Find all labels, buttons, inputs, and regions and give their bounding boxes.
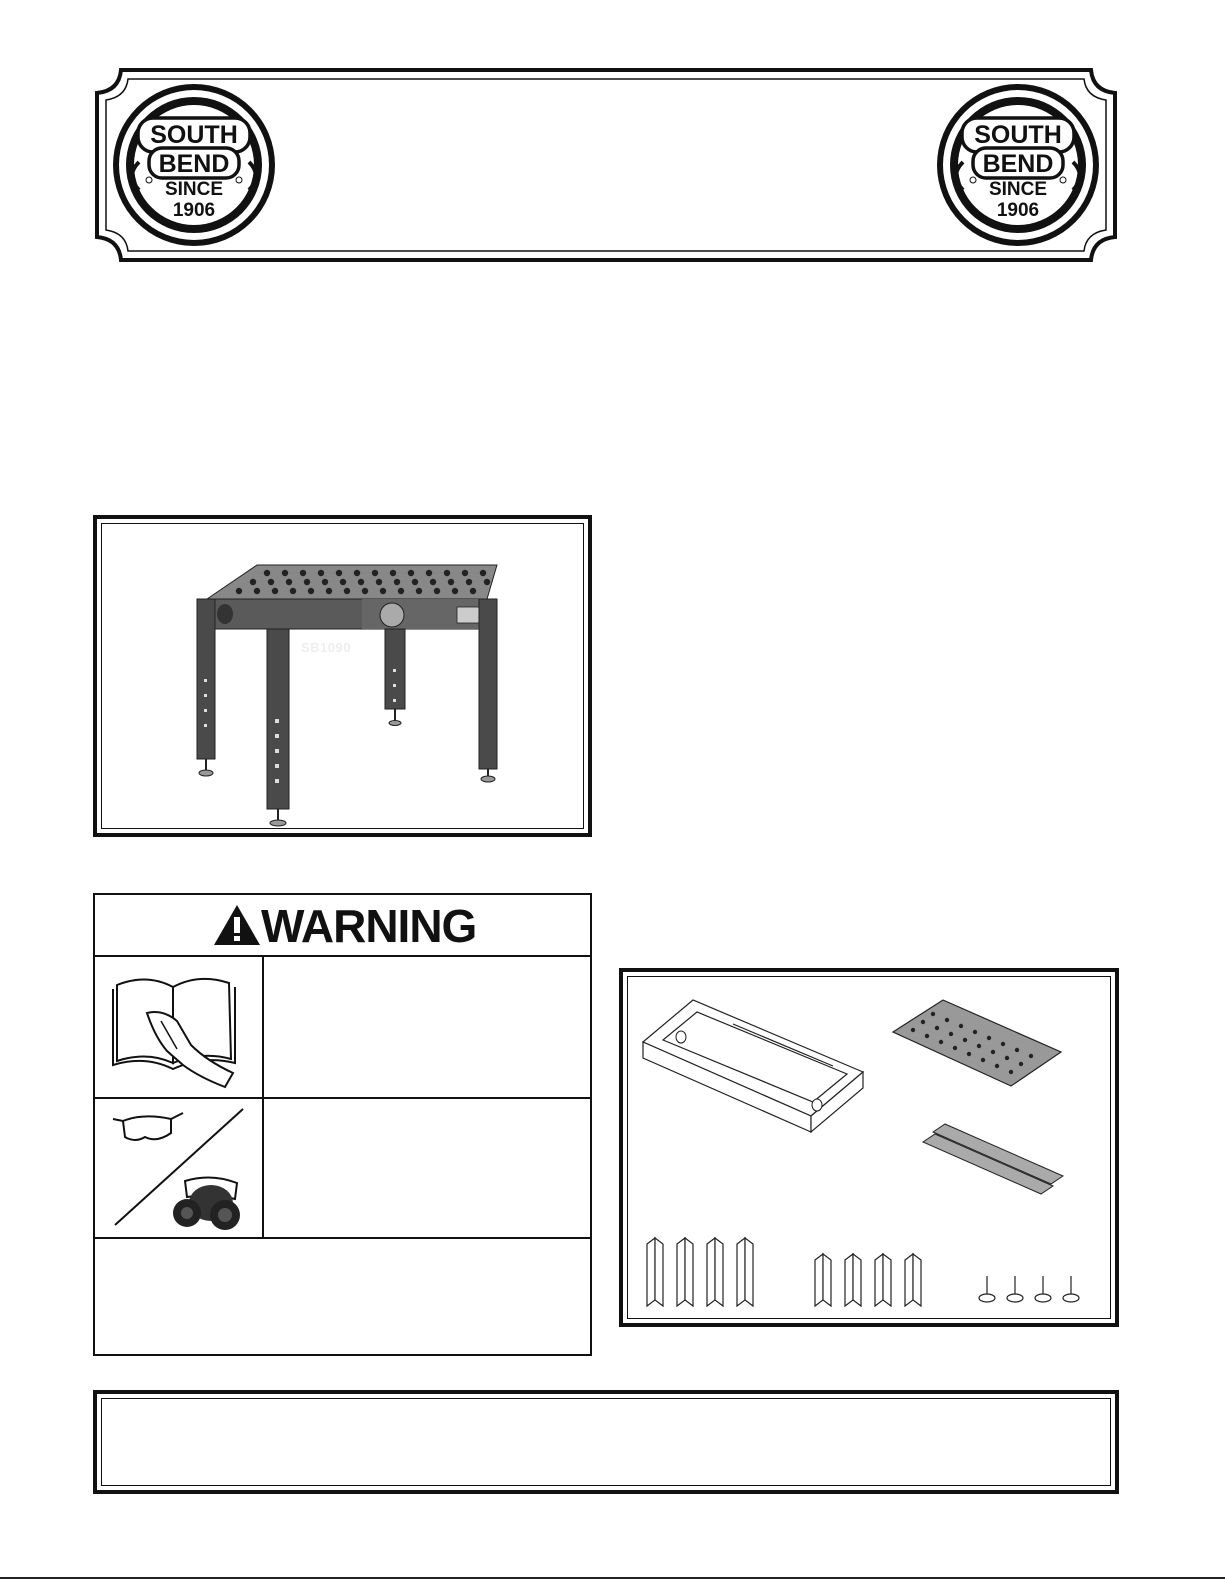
logo-right-line3: SINCE [988,179,1048,200]
welding-table-illustration [187,549,507,829]
product-photo-frame [93,515,592,837]
footer-inner-frame [101,1398,1111,1486]
parts-illustration [633,982,1109,1312]
parts-inventory-frame [619,968,1119,1327]
warning-triangle-icon [212,903,262,947]
logo-right-line2: BEND [982,150,1054,178]
warning-title: WARNING [261,900,477,952]
south-bend-logo-right [935,82,1101,248]
footer-frame [93,1390,1119,1494]
read-manual-icon [107,965,247,1089]
warning-divider-row2 [95,1237,590,1239]
warning-divider-row1 [95,1097,590,1099]
safety-glasses-respirator-icon [107,1103,252,1231]
page-bottom-rule [0,1577,1225,1579]
south-bend-logo-left [111,82,277,248]
logo-right-line1: SOUTH [974,121,1062,149]
warning-header [95,895,590,957]
logo-right-line4: 1906 [996,200,1040,221]
warning-box [93,893,592,1356]
logo-left-line3: SINCE [164,179,224,200]
logo-left-line4: 1906 [172,200,216,221]
logo-left-line2: BEND [158,150,230,178]
product-model-label: SB1090 [301,640,351,655]
logo-left-line1: SOUTH [150,121,238,149]
